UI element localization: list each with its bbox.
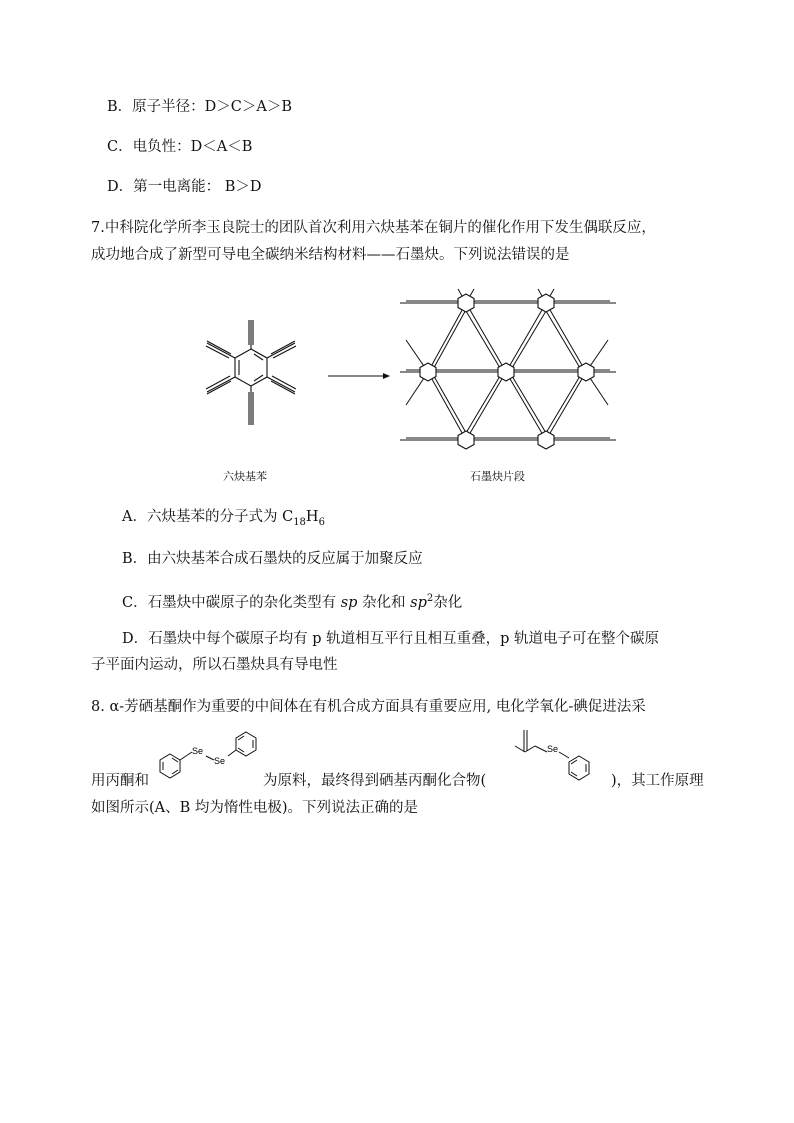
phenylselanyl-acetone-structure (505, 726, 615, 786)
q8-stem-line3: 如图所示(A、B 均为惰性电极)。下列说法正确的是 (91, 800, 419, 816)
q8-stem-line1: 8. α-芳硒基酮作为重要的中间体在有机合成方面具有重要应用, 电化学氧化-碘促进法采 (91, 699, 646, 715)
se-label-1: Se (192, 746, 204, 756)
se-label-3: Se (547, 744, 559, 754)
option-d-prev: D．第一电离能： B＞D (107, 179, 262, 195)
q7-option-c: C．石墨炔中碳原子的杂化类型有 sp 杂化和 $sp^2$杂化 (122, 593, 463, 611)
option-b-prev: B．原子半径：D＞C＞A＞B (107, 99, 293, 115)
q8-stem-line2-part1: 用丙酮和 (91, 773, 149, 789)
hexaethynylbenzene-structure (195, 315, 315, 435)
se-label-2: Se (214, 756, 226, 766)
q7-stem-line2: 成功地合成了新型可导电全碳纳米结构材料——石墨炔。下列说法错误的是 (91, 247, 570, 263)
reaction-arrow (328, 372, 390, 380)
diphenyl-diselenide-structure (152, 726, 264, 786)
graphdiyne-structure (398, 285, 618, 450)
q7-option-b: B．由六炔基苯合成石墨炔的反应属于加聚反应 (122, 551, 423, 567)
q7-option-d-line2: 子平面内运动，所以石墨炔具有导电性 (91, 657, 338, 673)
hexaethynylbenzene-caption: 六炔基苯 (223, 470, 267, 483)
q7-option-d-line1: D．石墨炔中每个碳原子均有 p 轨道相互平行且相互重叠，p 轨道电子可在整个碳原 (122, 631, 660, 647)
q7-option-a: A．六炔基苯的分子式为 $C_{18}H_6$ (122, 509, 325, 528)
q7-stem-line1: 7.中科院化学所李玉良院士的团队首次利用六炔基苯在铜片的催化作用下发生偶联反应， (91, 220, 656, 236)
graphdiyne-caption: 石墨炔片段 (470, 470, 525, 483)
q8-stem-line2-part2: 为原料，最终得到硒基丙酮化合物( (263, 773, 487, 789)
option-c-prev: C．电负性：D＜A＜B (107, 139, 253, 155)
q8-stem-line2-part3: )，其工作原理 (611, 773, 704, 789)
